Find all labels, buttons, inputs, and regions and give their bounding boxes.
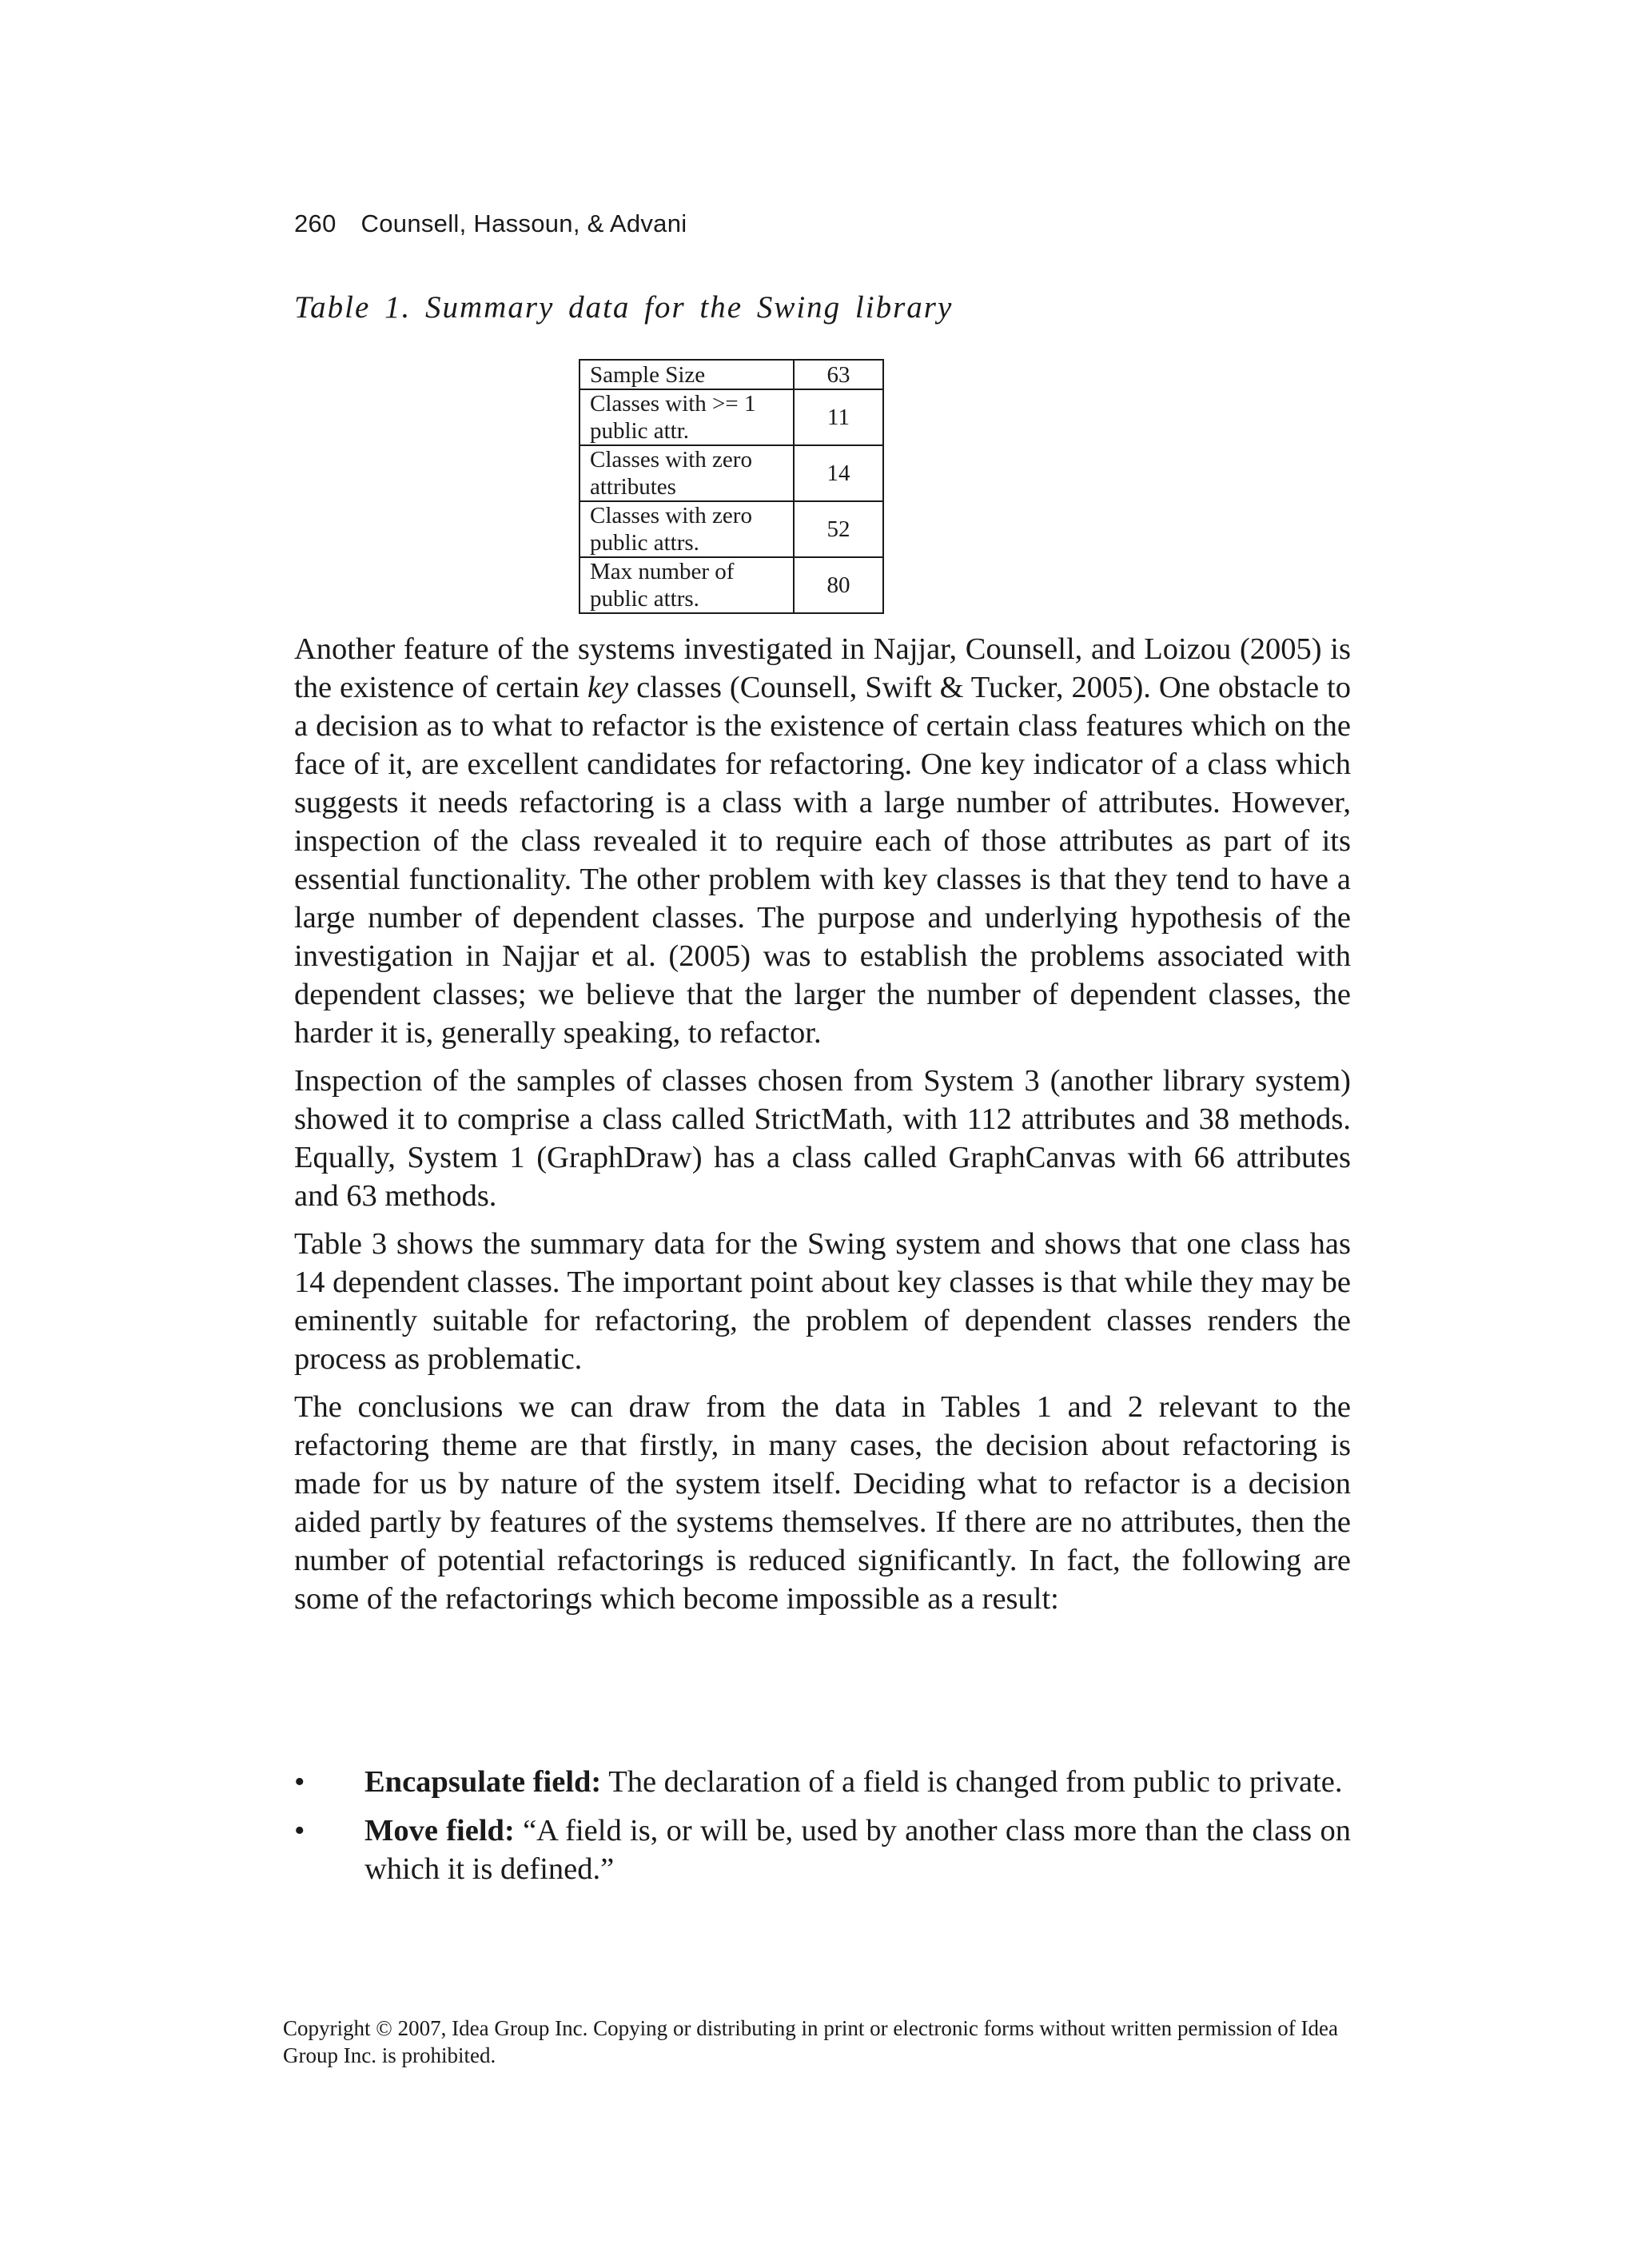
copyright-notice: Copyright © 2007, Idea Group Inc. Copying or distributing in print or electronic forms without written permission of Idea Group Inc. is prohibited. xyxy=(283,2016,1338,2067)
table-row xyxy=(580,445,883,501)
table-caption: Table 1. Summary data for the Swing library xyxy=(294,290,954,325)
paragraph xyxy=(294,630,1351,1052)
running-head-authors: Counsell, Hassoun, & Advani xyxy=(360,209,687,237)
table-cell-value: 52 xyxy=(794,501,883,557)
list-item-text: “A field is, or will be, used by another class more than the class on which it is defined.” xyxy=(364,1814,1351,1886)
paragraph-text: Another feature of the systems investigated in Najjar, Counsell, and Loizou (2005) is the existence of certain xyxy=(294,632,1351,704)
summary-table xyxy=(579,359,884,614)
page-number: 260 xyxy=(294,209,337,237)
paragraph: The conclusions we can draw from the data in Tables 1 and 2 relevant to the refactoring theme are that firstly, in many cases, the decision about refactoring is made for us by nature of the system itself. Deciding what to refactor is a decision aided partly by features of the systems themselves. If there are no attributes, then the number of potential refactorings is reduced significantly. In fact, the following are some of the refactorings which become impossible as a result: xyxy=(294,1390,1351,1616)
table-cell-label: Classes with zero attributes xyxy=(580,445,794,501)
table-cell-label: Classes with zero public attrs. xyxy=(580,501,794,557)
list-item-term: Move field: xyxy=(364,1814,515,1847)
table-row xyxy=(580,389,883,445)
table-cell-value: 80 xyxy=(794,557,883,613)
table-cell-label: Max number of public attrs. xyxy=(580,557,794,613)
table-cell-value: 14 xyxy=(794,445,883,501)
emphasis-key: key xyxy=(587,671,629,704)
paragraph-text: classes (Counsell, Swift & Tucker, 2005). One obstacle to a decision as to what to refactor is the existence of certain class features which on the face of it, are excellent candidates for refactoring. One key indicator of a class which suggests it needs refactoring is a class with a large number of attributes. However, inspection of the class revealed it to require each of those attributes as part of its essential functionality. The other problem with key classes is that they tend to have a large number of dependent classes. The purpose and underlying hypothesis of the investigation in Najjar et al. (2005) was to establish the problems associated with dependent classes; we believe that the larger the number of dependent classes, the harder it is, generally speaking, to refactor. xyxy=(294,671,1351,1050)
bullet-marker: • xyxy=(294,1814,305,1847)
table-cell-value: 63 xyxy=(794,360,883,389)
table-cell-value: 11 xyxy=(794,389,883,445)
table-cell-label: Classes with >= 1 public attr. xyxy=(580,389,794,445)
list-item-text: The declaration of a field is changed from public to private. xyxy=(601,1765,1343,1799)
table-row xyxy=(580,557,883,613)
bullet-marker: • xyxy=(294,1765,305,1799)
table-row xyxy=(580,360,883,389)
body-text xyxy=(294,630,1351,1628)
running-head xyxy=(294,209,687,238)
list-item-term: Encapsulate field: xyxy=(364,1765,602,1799)
refactoring-list xyxy=(294,1763,1351,1899)
paragraph: Table 3 shows the summary data for the Swing system and shows that one class has 14 dependent classes. The important point about key classes is that while they may be eminently suitable for refactoring, the problem of dependent classes renders the process as problematic. xyxy=(294,1227,1351,1376)
paragraph: Inspection of the samples of classes chosen from System 3 (another library system) showed it to comprise a class called StrictMath, with 112 attributes and 38 methods. Equally, System 1 (GraphDraw) has a class called GraphCanvas with 66 attributes and 63 methods. xyxy=(294,1064,1351,1213)
table-cell-label: Sample Size xyxy=(580,360,794,389)
table-row xyxy=(580,501,883,557)
list-item xyxy=(294,1763,1351,1801)
list-item xyxy=(294,1812,1351,1888)
